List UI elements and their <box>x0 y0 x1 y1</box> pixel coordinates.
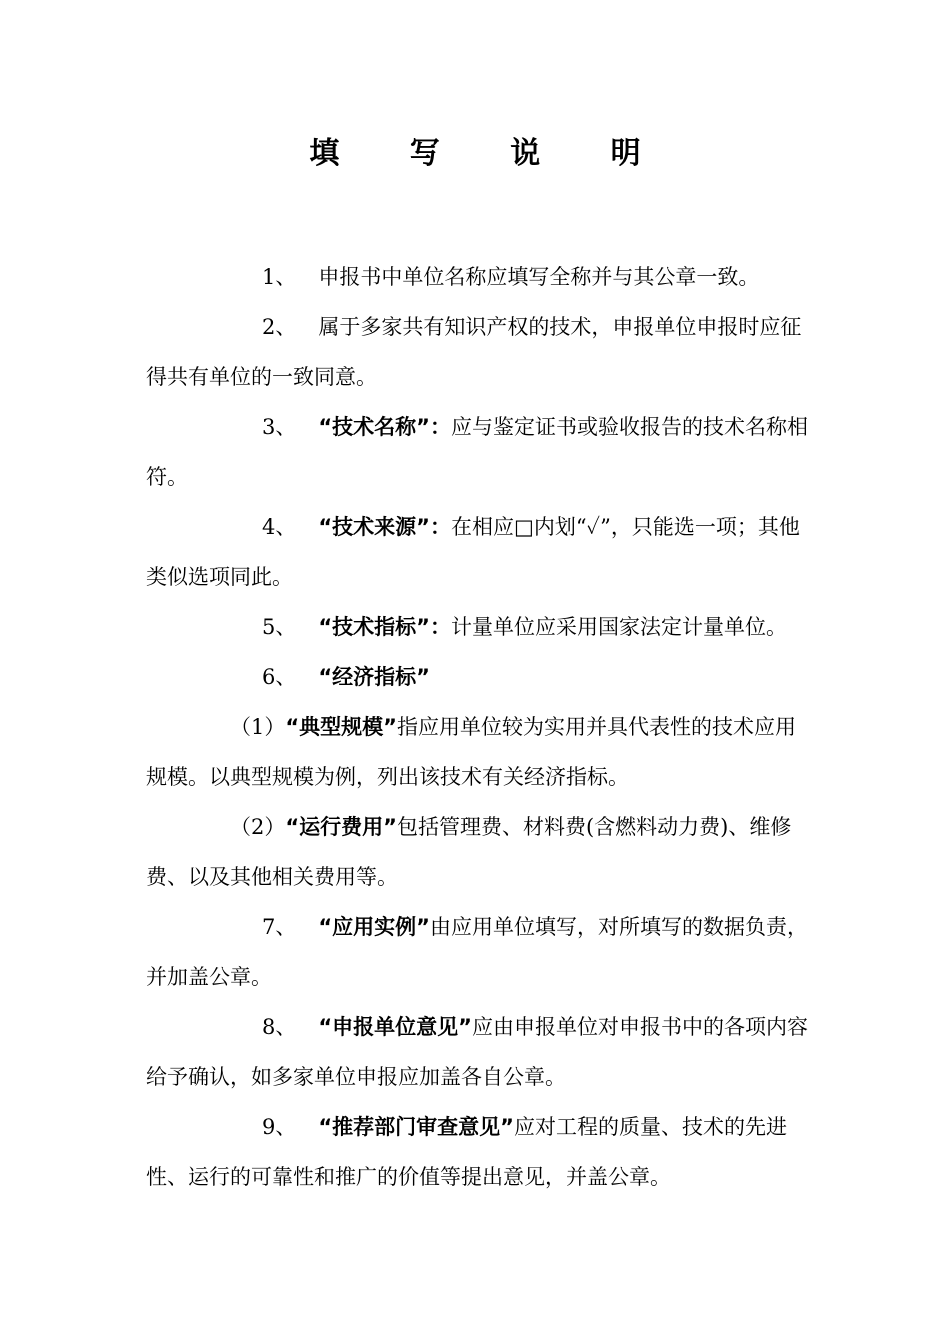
item-text: 属于多家共有知识产权的技术，申报单位申报时应征得共有单位的一致同意。 <box>146 315 802 389</box>
instructions-list <box>146 252 814 1202</box>
item-number: 9、 <box>262 1115 297 1139</box>
instruction-item-6 <box>146 652 814 702</box>
item-text: 应与鉴定证书或验收报告的技术名称相符。 <box>146 415 808 489</box>
instruction-item-2 <box>146 302 814 402</box>
page-title: 填 写 说 明 <box>309 136 671 171</box>
instruction-item-1 <box>146 252 814 302</box>
instruction-item-5 <box>146 602 814 652</box>
item-number: 7、 <box>262 915 297 939</box>
instruction-item-8 <box>146 1002 814 1102</box>
item-term: “运行费用” <box>285 815 397 839</box>
item-number: 8、 <box>262 1015 297 1039</box>
item-text: 包括管理费、材料费(含燃料动力费)、维修费、以及其他相关费用等。 <box>146 815 792 889</box>
item-term: “技术来源”： <box>318 515 451 539</box>
item-number: （1） <box>230 715 286 739</box>
item-term: “申报单位意见” <box>318 1015 472 1039</box>
instruction-item-4 <box>146 502 814 602</box>
instruction-subitem-6-1 <box>146 702 814 802</box>
item-text: 应由申报单位对申报书中的各项内容给予确认，如多家单位申报应加盖各自公章。 <box>146 1015 808 1089</box>
item-number: 2、 <box>262 315 297 339</box>
item-text: 在相应□内划“✓”，只能选一项；其他类似选项同此。 <box>146 515 800 589</box>
item-term: “经济指标” <box>318 665 430 689</box>
instruction-item-7 <box>146 902 814 1002</box>
item-text: 由应用单位填写，对所填写的数据负责，并加盖公章。 <box>146 915 808 989</box>
item-text: 应对工程的质量、技术的先进性、运行的可靠性和推广的价值等提出意见，并盖公章。 <box>146 1115 787 1189</box>
item-term: “技术指标”： <box>318 615 451 639</box>
item-term: “推荐部门审查意见” <box>318 1115 514 1139</box>
item-number: 4、 <box>262 515 297 539</box>
instruction-item-3 <box>146 402 814 502</box>
instruction-item-9 <box>146 1102 814 1202</box>
item-term: “应用实例” <box>318 915 430 939</box>
item-number: 3、 <box>262 415 297 439</box>
item-term: “典型规模” <box>285 715 397 739</box>
item-text: 计量单位应采用国家法定计量单位。 <box>450 615 787 639</box>
item-text: 指应用单位较为实用并具代表性的技术应用规模。以典型规模为例，列出该技术有关经济指标。 <box>146 715 796 789</box>
item-number: 6、 <box>262 665 297 689</box>
instruction-subitem-6-2 <box>146 802 814 902</box>
item-number: 1、 <box>262 265 297 289</box>
item-text: 申报书中单位名称应填写全称并与其公章一致。 <box>318 265 760 289</box>
item-number: 5、 <box>262 615 297 639</box>
item-term: “技术名称”： <box>318 415 451 439</box>
item-number: （2） <box>230 815 286 839</box>
